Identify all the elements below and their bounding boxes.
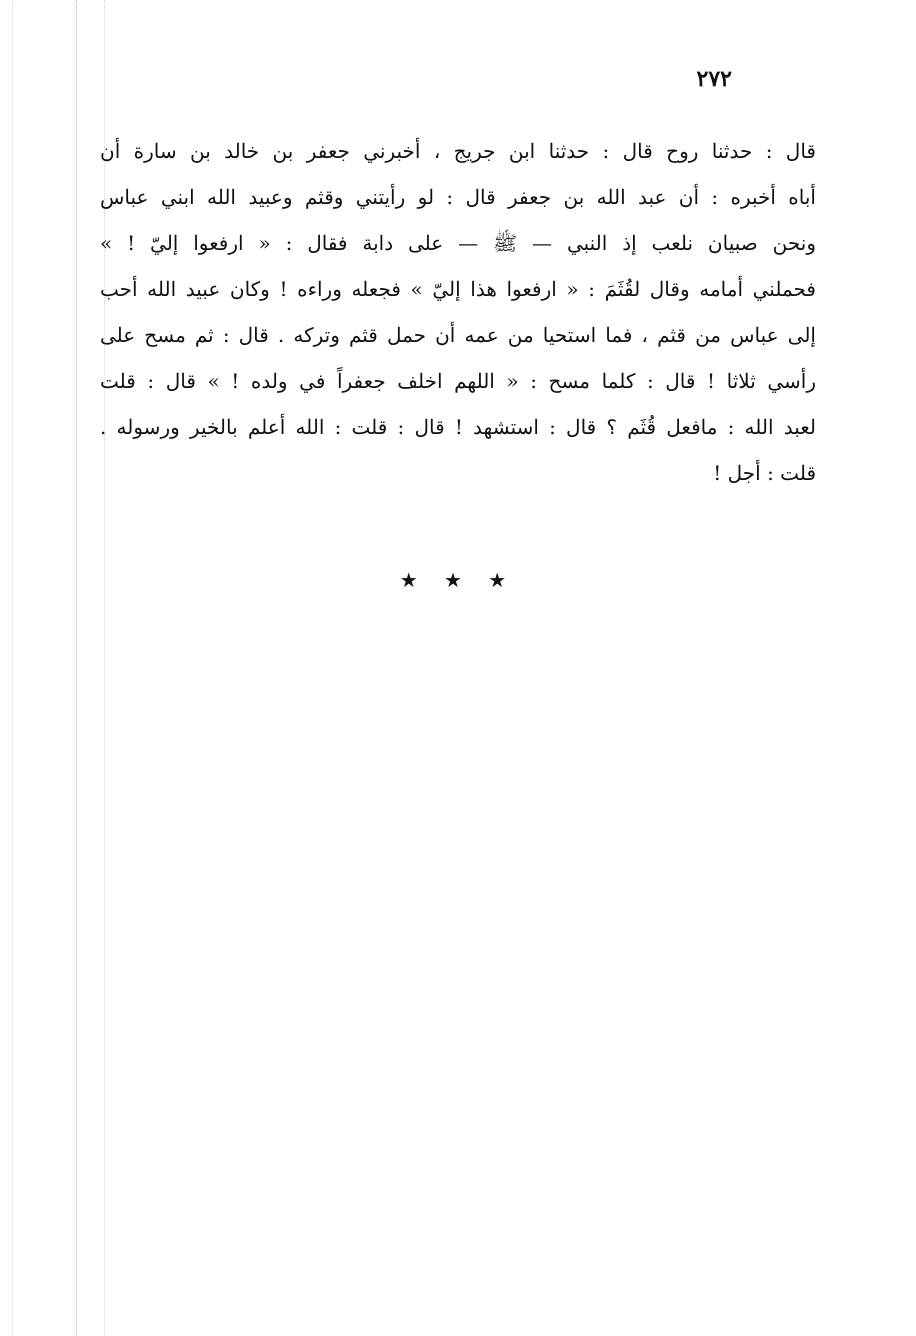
text-line: أباه أخبره : أن عبد الله بن جعفر قال : لو رأيتني وقثم وعبيد الله ابني عباس xyxy=(100,185,816,209)
scan-edge-line xyxy=(12,0,13,1336)
section-divider-stars: ★ ★ ★ xyxy=(399,568,517,592)
text-line: إلى عباس من قثم ، فما استحيا من عمه أن حمل قثم وتركه . قال : ثم مسح على xyxy=(100,323,816,347)
text-line: لعبد الله : مافعل قُثَم ؟ قال : استشهد ! قال : قلت : الله أعلم بالخير ورسوله . xyxy=(100,415,816,439)
text-line: فحملني أمامه وقال لقُثَمَ : « ارفعوا هذا إليّ » فجعله وراءه ! وكان عبيد الله أحب xyxy=(100,277,816,301)
text-line: قال : حدثنا روح قال : حدثنا ابن جريج ، أخبرني جعفر بن خالد بن سارة أن xyxy=(100,139,816,163)
text-line: قلت : أجل ! xyxy=(713,461,816,485)
text-line: رأسي ثلاثا ! قال : كلما مسح : « اللهم اخلف جعفراً في ولده ! » قال : قلت xyxy=(100,369,816,393)
scan-edge-line xyxy=(76,0,77,1336)
body-text xyxy=(100,128,816,496)
page-number: ٢٧٢ xyxy=(696,66,732,92)
text-line: ونحن صبيان نلعب إذ النبي — ﷺ — على دابة فقال : « ارفعوا إليّ ! » xyxy=(100,231,816,255)
